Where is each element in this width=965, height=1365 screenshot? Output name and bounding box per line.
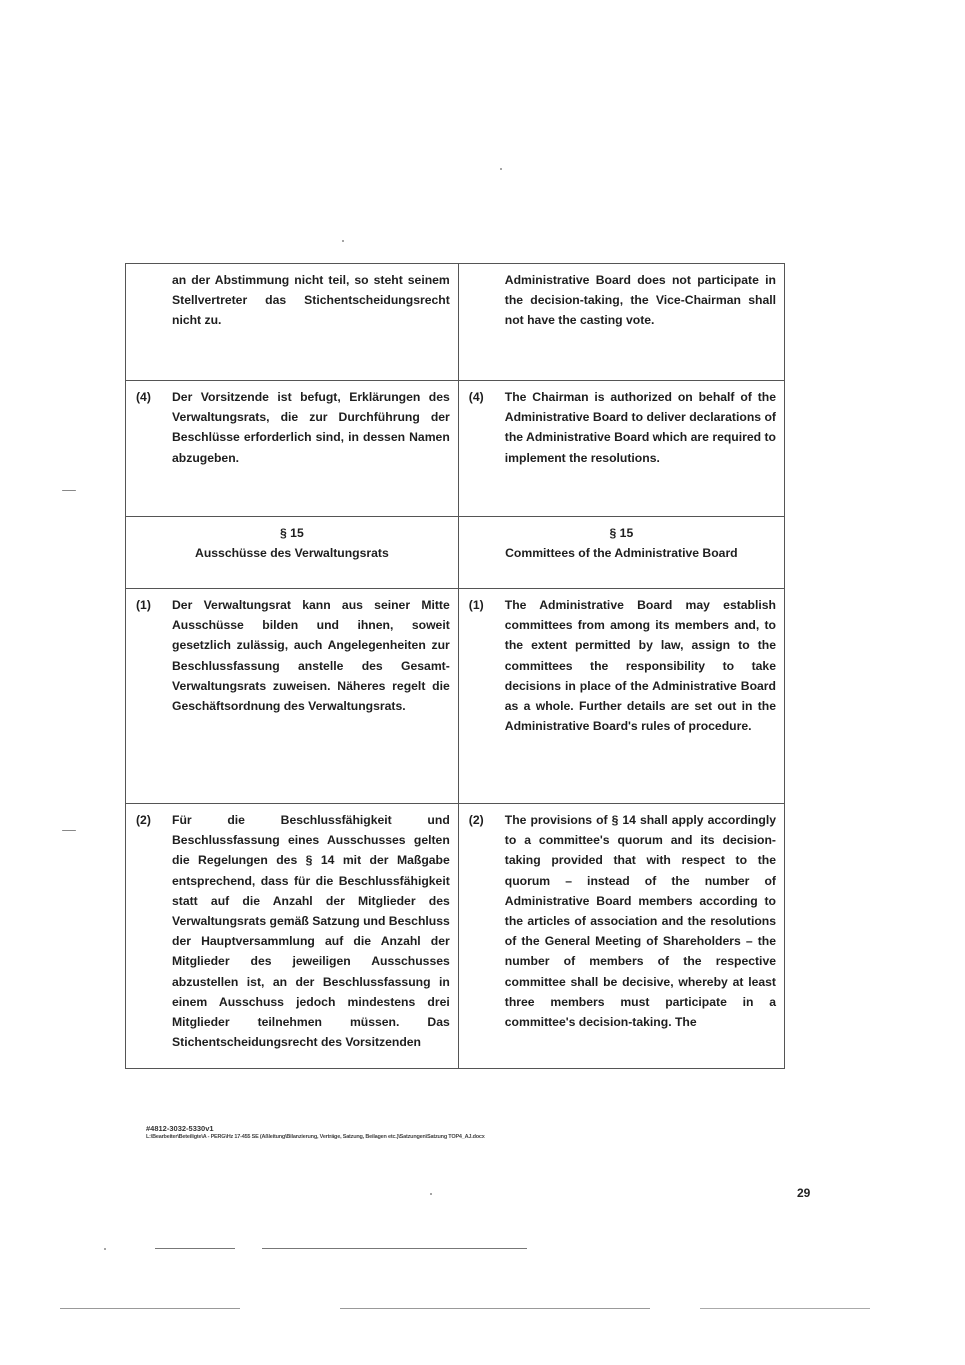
clause-number-de: (4) (136, 390, 151, 404)
clause-number-de: (1) (136, 598, 151, 612)
table-row (126, 381, 785, 517)
clause-text-en: The Administrative Board may establish committees from among its members and, to the extent permitted by law, assign to the committees the responsibility to take decisions in place of the Administrative Board as a whole. Further details are set out in the Administrative Board's rules of procedure. (504, 598, 776, 734)
scan-speck (342, 240, 344, 242)
scan-artifact-line (700, 1308, 870, 1309)
section-title-de: Ausschüsse des Verwaltungsrats (195, 546, 389, 561)
scan-speck (104, 1248, 106, 1250)
section-number-de: § 15 (280, 526, 304, 540)
german-cell (126, 589, 459, 804)
section-title-en: Committees of the Administrative Board (505, 546, 738, 561)
german-cell (126, 264, 459, 381)
clause-text-en: Administrative Board does not participate in the decision-taking, the Vice-Chairman shall not have the casting vote. (504, 273, 776, 328)
clause-number-en: (2) (468, 813, 484, 827)
scan-artifact-line (340, 1308, 650, 1309)
german-section-heading (126, 517, 459, 589)
scan-speck (62, 490, 76, 491)
clause-text-de: Der Vorsitzende ist befugt, Erklärungen des Verwaltungsrats, die zur Durchführung der Beschlüsse erforderlich sind, in dessen Namen abzugeben. (172, 390, 450, 465)
table-row (126, 804, 785, 1069)
clause-number-en: (4) (468, 390, 484, 404)
scan-artifact-line (155, 1248, 235, 1249)
scan-artifact-line (60, 1308, 240, 1309)
clause-text-de: Der Verwaltungsrat kann aus seiner Mitte Ausschüsse bilden und ihnen, soweit gesetzlich zulässig, auch Angelegenheiten zur Beschlussfassung anstelle des Gesamt-Verwaltungsrats zuweisen. Näheres regelt die Geschäftsordnung des Verwaltungsrats. (172, 598, 450, 714)
english-section-heading (458, 517, 784, 589)
scan-speck (430, 1193, 432, 1195)
scan-speck (500, 168, 502, 170)
footer-reference (146, 1124, 485, 1142)
page-number: 29 (797, 1186, 811, 1200)
bilingual-articles-table (125, 263, 785, 1069)
clause-text-de: Für die Beschlussfähigkeit und Beschlussfassung eines Ausschusses gelten die Regelungen des § 14 mit der Maßgabe entsprechend, dass für die Beschlussfähigkeit statt auf die Anzahl der Mitglieder des Verwaltungsrats gemäß Satzung und Beschluss der Hauptversammlung auf die Anzahl der Mitglieder des jeweiligen Ausschusses abzustellen ist, an der Beschlussfassung in einem Ausschuss jedoch mindestens drei Mitglieder teilnehmen müssen. Das Stichentscheidungsrecht des Vorsitzenden (172, 813, 450, 1050)
clause-number-en (467, 270, 505, 331)
clause-number-en: (1) (468, 598, 484, 612)
scan-speck (62, 830, 76, 831)
german-cell (126, 804, 459, 1069)
table-row (126, 264, 785, 381)
english-cell (458, 264, 784, 381)
table-row (126, 589, 785, 804)
table-row (126, 517, 785, 589)
clause-number-de: (2) (136, 813, 151, 827)
clause-text-en: The Chairman is authorized on behalf of the Administrative Board to deliver declarations of the Administrative Board which are required to implement the resolutions. (504, 390, 776, 465)
section-number-en: § 15 (609, 526, 634, 540)
document-id: #4812-3032-5330v1 (146, 1124, 214, 1133)
english-cell (458, 804, 784, 1069)
file-path: L:\Bearbeiter\Beteiligte\A - PERG\Hz 17-455 SE (Aßleitung\Bilanzierung, Verträge, Satzung, Beilagen etc.)\Satzungen\Satzung TOP4_AJ.docx (146, 1134, 485, 1140)
clause-text-de: an der Abstimmung nicht teil, so steht seinem Stellvertreter das Stichentscheidungsrecht nicht zu. (172, 273, 450, 328)
scan-artifact-line (262, 1248, 527, 1249)
clause-number-de (134, 270, 172, 331)
english-cell (458, 381, 784, 517)
clause-text-en: The provisions of § 14 shall apply accordingly to a committee's quorum and its decision-taking provided that with respect to the quorum – instead of the number of Administrative Board members according to the articles of association and the resolutions of the General Meeting of Shareholders – the number of members of the respective committee shall be decisive, whereby at least three members must participate in a committee's decision-taking. The (504, 813, 776, 1030)
german-cell (126, 381, 459, 517)
english-cell (458, 589, 784, 804)
